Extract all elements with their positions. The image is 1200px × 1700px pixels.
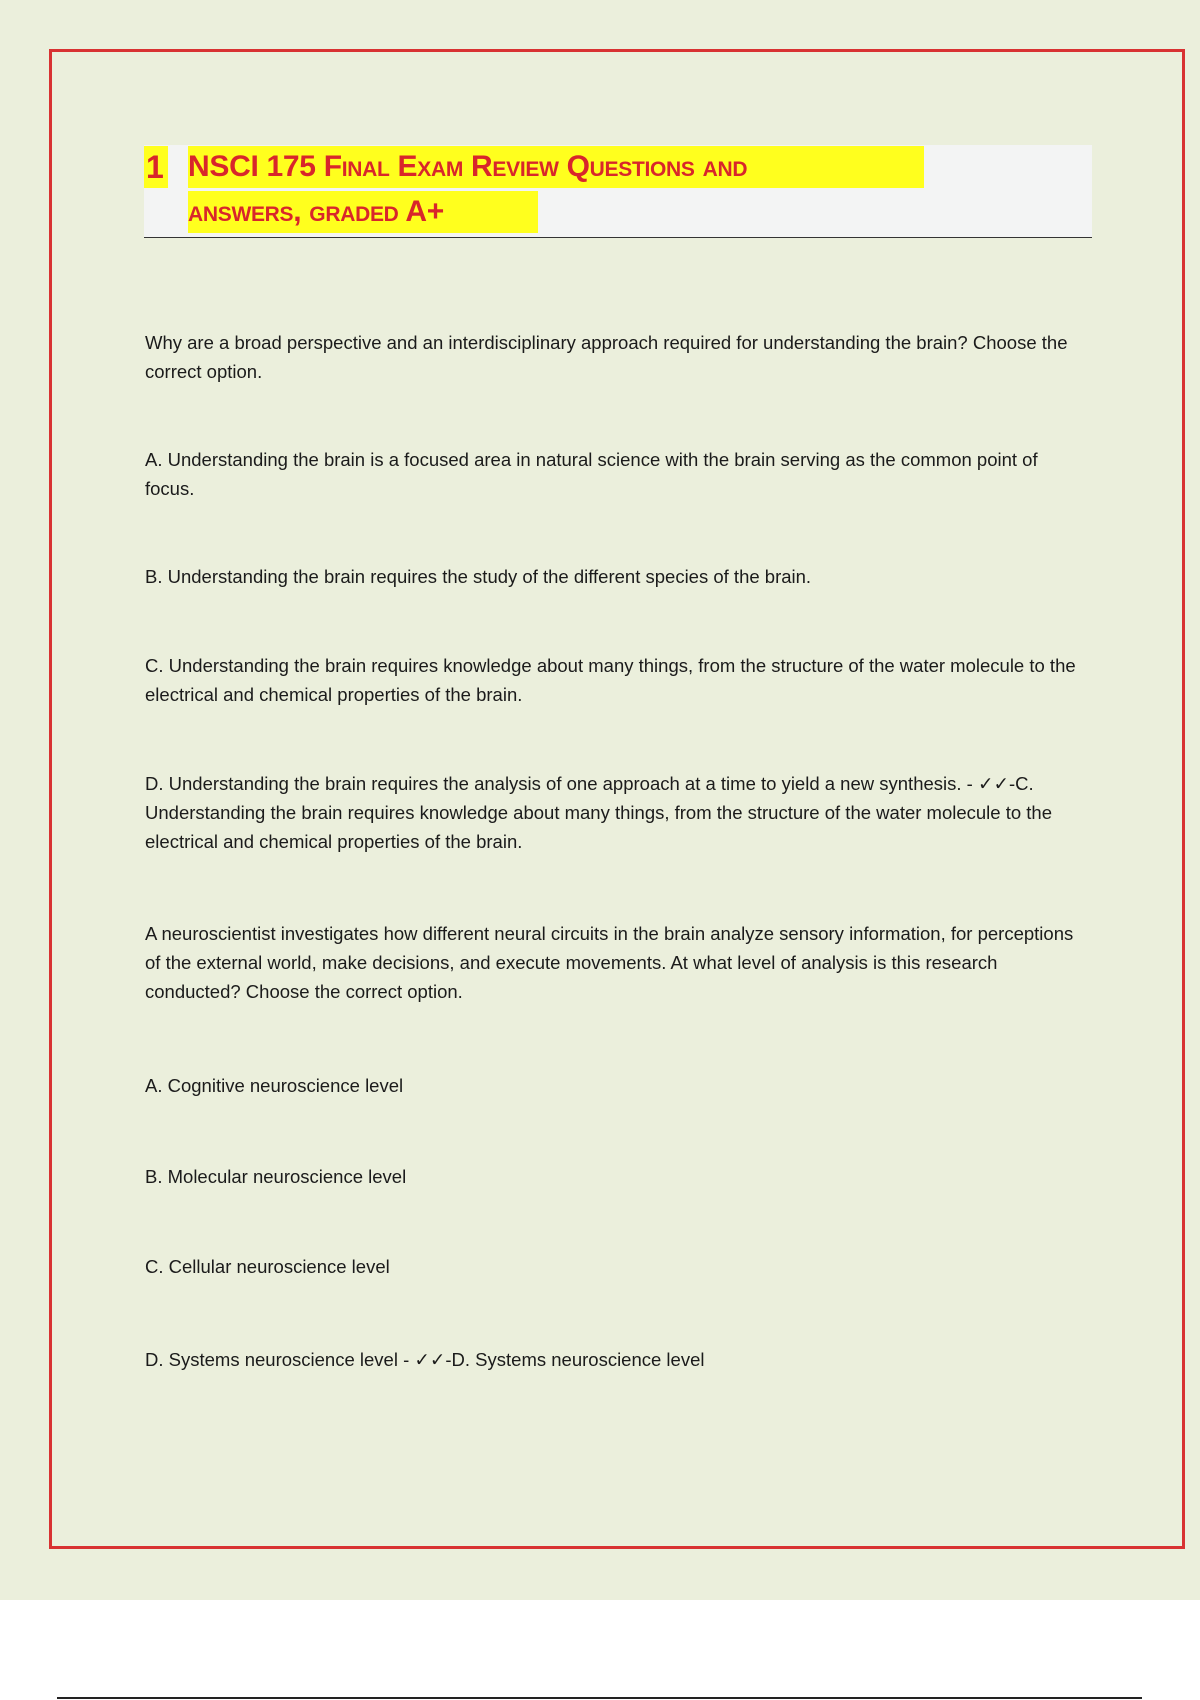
- footer-rule: [57, 1697, 1142, 1699]
- question-1-option-c: C. Understanding the brain requires knowledge about many things, from the structure of the water molecule to the electrical and chemical properties of the brain.: [145, 655, 1076, 705]
- question-1-option-a: A. Understanding the brain is a focused area in natural science with the brain serving as the common point of focus.: [145, 449, 1038, 499]
- heading-number: 1: [144, 146, 168, 188]
- page-title-line-1: NSCI 175 Final Exam Review Questions and: [188, 146, 924, 188]
- document-body: [145, 328, 1080, 1374]
- question-1-prompt: Why are a broad perspective and an interdisciplinary approach required for understanding the brain? Choose the correct option.: [145, 332, 1068, 382]
- question-2-prompt: A neuroscientist investigates how different neural circuits in the brain analyze sensory information, for perceptions of the external world, make decisions, and execute movements. At what level of analysis is this research conducted? Choose the correct option.: [145, 923, 1074, 1002]
- question-2-option-c: C. Cellular neuroscience level: [145, 1256, 390, 1277]
- question-2-option-d-answer: D. Systems neuroscience level - ✓✓-D. Systems neuroscience level: [145, 1349, 705, 1370]
- question-2-option-b: B. Molecular neuroscience level: [145, 1166, 407, 1187]
- question-1-option-b: B. Understanding the brain requires the study of the different species of the brain.: [145, 566, 812, 587]
- question-2-option-a: A. Cognitive neuroscience level: [145, 1075, 404, 1096]
- page-title-line-2: answers, graded A+: [188, 191, 538, 233]
- question-1-option-d-answer: D. Understanding the brain requires the analysis of one approach at a time to yield a new synthesis. - ✓✓-C. Understanding the brain requires knowledge about many things, from the structure of the water molecule to the electrical and chemical properties of the brain.: [145, 773, 1053, 852]
